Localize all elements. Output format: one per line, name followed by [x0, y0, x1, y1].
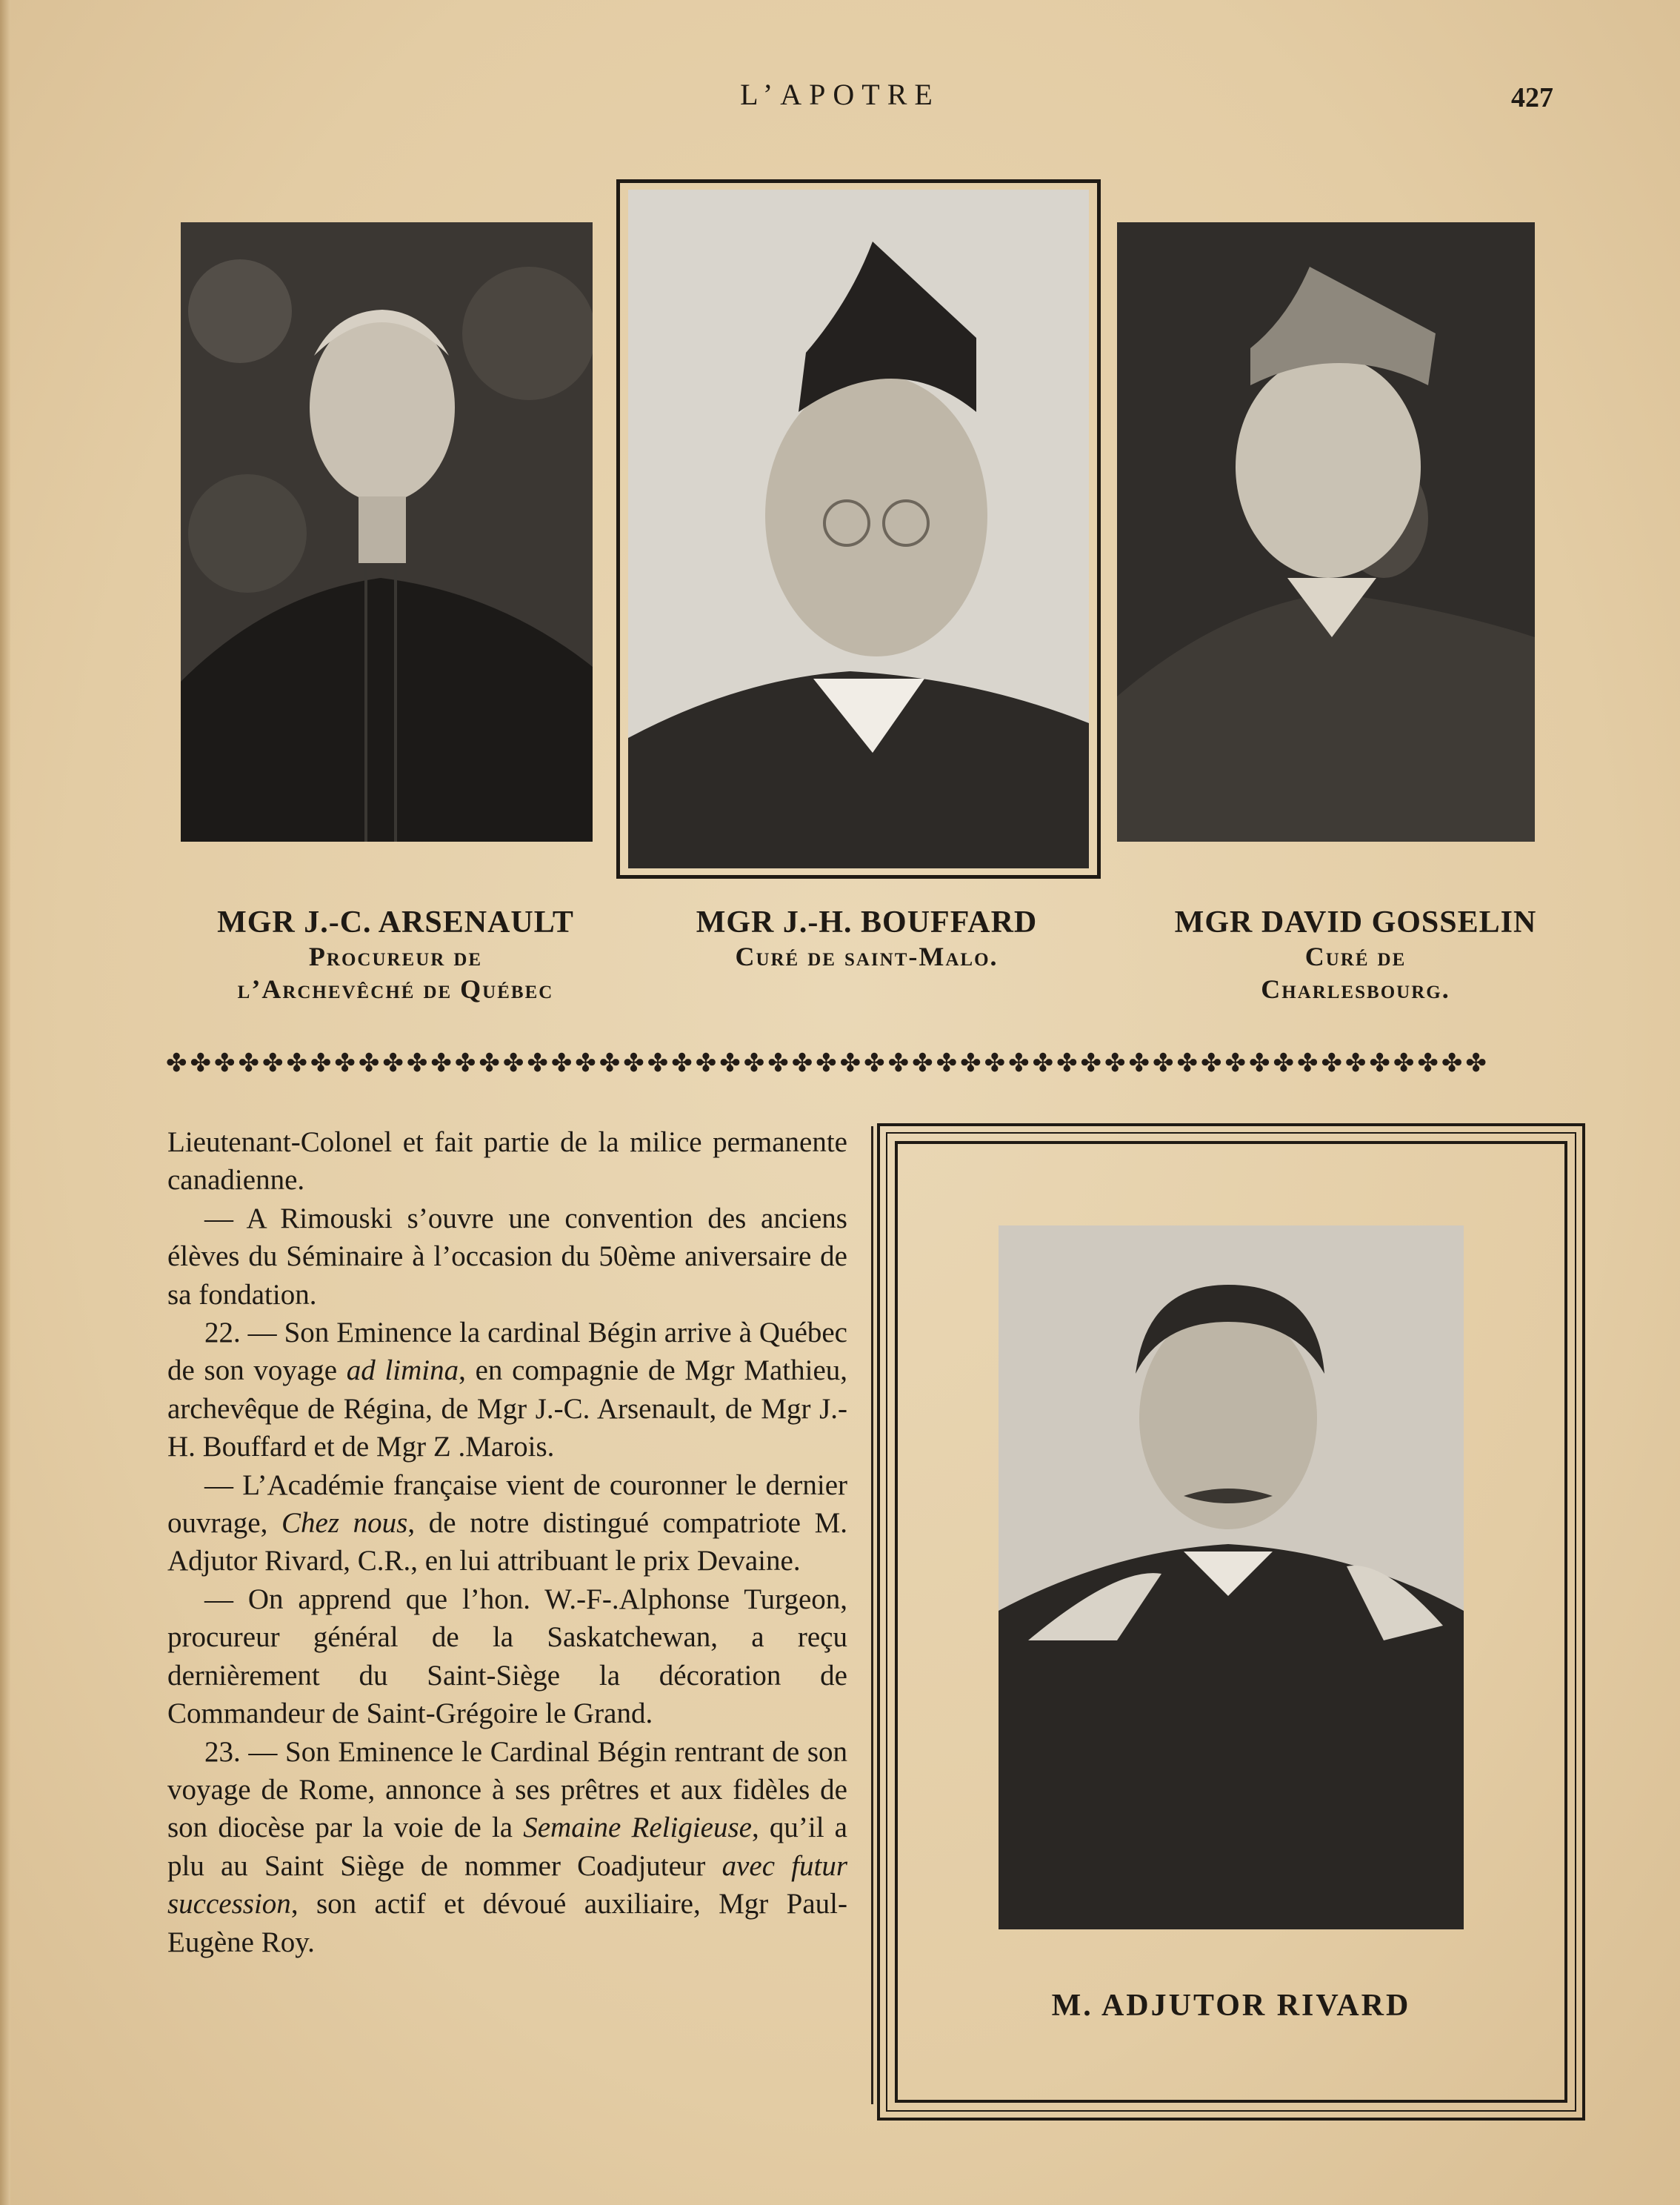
page-binding-edge	[0, 0, 10, 2205]
portrait-caption-bouffard	[659, 904, 1074, 974]
paragraph: Lieutenant-Colonel et fait partie de la milice permanente canadienne.	[167, 1126, 847, 1197]
article-text-column	[167, 1123, 847, 1961]
page-number: 427	[1511, 82, 1553, 113]
running-head: L’APOTRE	[740, 78, 940, 111]
portrait-title: Curé de	[1304, 942, 1407, 972]
portrait-title: l’Archevêché de Québec	[237, 974, 554, 1004]
portrait-caption-arsenault	[181, 904, 610, 1005]
column-rule	[871, 1126, 873, 2104]
paragraph: — L’Académie française vient de couronner le dernier ouvrage, Chez nous, de notre distingué compatriote M. Adjutor Rivard, C.R., en lui attribuant le prix Devaine.	[167, 1469, 848, 1577]
portrait-caption-gosselin	[1133, 904, 1578, 1005]
portrait-name: MGR J.-H. BOUFFARD	[696, 905, 1038, 939]
portrait-name: MGR J.-C. ARSENAULT	[217, 905, 574, 939]
portrait-title: Curé de saint-Malo.	[735, 942, 999, 972]
feature-portrait-caption: M. ADJUTOR RIVARD	[1051, 1989, 1411, 2023]
paragraph: 22. — Son Eminence la cardinal Bégin arrive à Québec de son voyage ad limina, en compagnie de Mgr Mathieu, archevêque de Régina, de Mgr J.-C. Arsenault, de Mgr J.-H. Bouffard et de Mgr Z .Marois.	[167, 1317, 848, 1463]
portrait-photo-arsenault	[181, 222, 593, 842]
paragraph: — On apprend que l’hon. W.-F-.Alphonse Turgeon, procureur général de la Saskatchewan, a reçu dernièrement du Saint-Siège la décoration de Commandeur de Saint-Grégoire le Grand.	[167, 1583, 847, 1730]
ornamental-divider: ✤✤✤✤✤✤✤✤✤✤✤✤✤✤✤✤✤✤✤✤✤✤✤✤✤✤✤✤✤✤✤✤✤✤✤✤✤✤✤✤✤✤✤✤✤✤✤✤✤✤✤✤✤✤✤	[166, 1050, 1490, 1077]
paragraph: — A Rimouski s’ouvre une convention des anciens élèves du Séminaire à l’occasion du 50ème aniversaire de sa fondation.	[167, 1202, 847, 1311]
portrait-title: Procureur de	[308, 942, 483, 972]
portrait-photo-bouffard	[628, 190, 1089, 868]
portrait-photo-rivard	[999, 1225, 1464, 1929]
portrait-photo-gosselin	[1117, 222, 1535, 842]
portrait-title: Charlesbourg.	[1261, 974, 1450, 1004]
portrait-name: MGR DAVID GOSSELIN	[1174, 905, 1537, 939]
paragraph: 23. — Son Eminence le Cardinal Bégin rentrant de son voyage de Rome, annonce à ses prêtres et aux fidèles de son diocèse par la voie de la Semaine Religieuse, qu’il a plu au Saint Siège de nommer Coadjuteur avec futur succession, son actif et dévoué auxiliaire, Mgr Paul-Eugène Roy.	[167, 1735, 848, 1958]
